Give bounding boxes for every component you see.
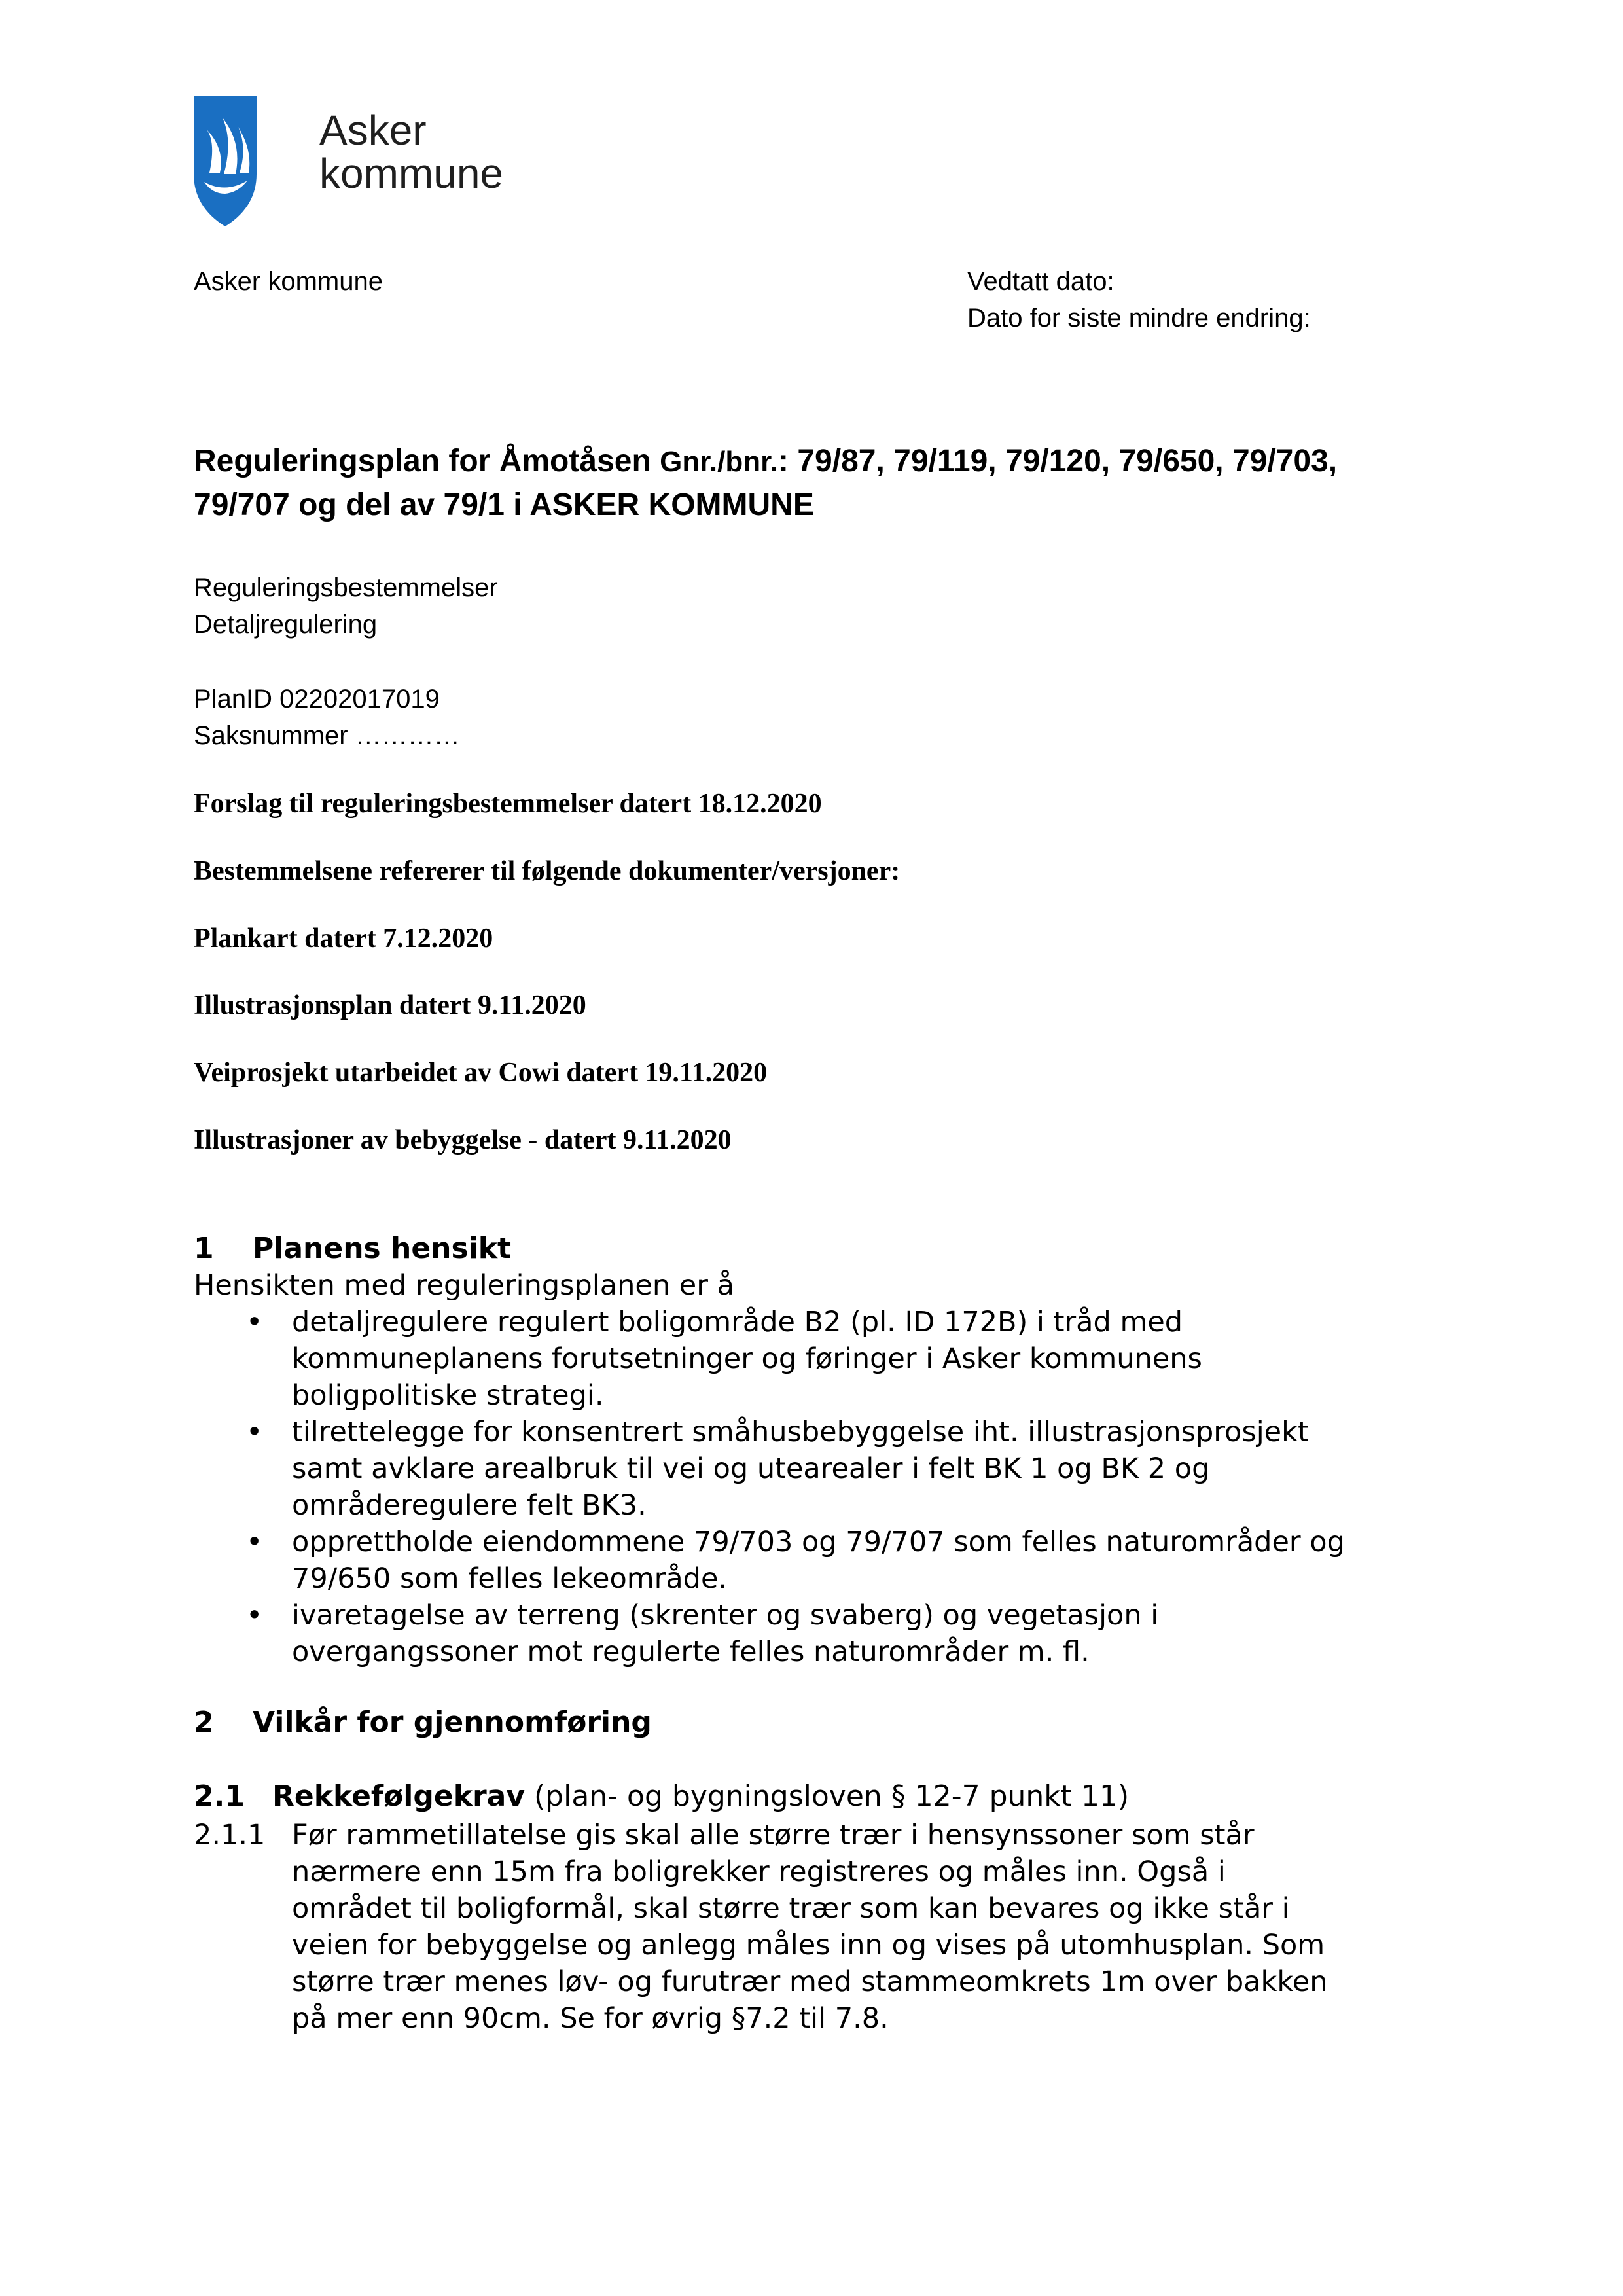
purpose-line: 79/650 som felles lekeområde. [292, 1562, 728, 1595]
bullet-icon: • [246, 1306, 263, 1338]
section-2-1-title: Rekkefølgekrav [272, 1780, 526, 1813]
bullet-icon: • [246, 1416, 263, 1448]
plan-type [194, 569, 498, 643]
purpose-item [194, 1597, 1503, 1670]
section-2-1-law-reference: (plan- og bygningsloven § 12-7 punkt 11) [525, 1780, 1130, 1813]
last-change-date-label: Dato for siste mindre endring: [967, 304, 1311, 332]
section-2-title: Vilkår for gjennomføring [253, 1706, 652, 1739]
purpose-list [194, 1304, 1503, 1670]
section-1-body [194, 1267, 1503, 1670]
reference-4: Illustrasjonsplan datert 9.11.2020 [194, 990, 586, 1020]
purpose-item [194, 1524, 1503, 1597]
title-line-2: 79/707 og del av 79/1 i ASKER KOMMUNE [194, 488, 814, 522]
purpose-line: detaljregulere regulert boligområde B2 (pl. ID 172B) i tråd med [292, 1306, 1183, 1338]
section-2-1-1-number: 2.1.1 [194, 1819, 266, 1852]
plan-type-2: Detaljregulering [194, 610, 378, 639]
purpose-line: ivaretagelse av terreng (skrenter og svaberg) og vegetasjon i [292, 1599, 1159, 1632]
section-2-1-1 [194, 1817, 1503, 2037]
section-2-number: 2 [194, 1706, 214, 1739]
plan-identifiers [194, 681, 460, 754]
purpose-line: opprettholde eiendommene 79/703 og 79/707 som felles naturområder og [292, 1526, 1345, 1558]
section-1-intro: Hensikten med reguleringsplanen er å [194, 1269, 734, 1302]
adopted-date-label: Vedtatt dato: [967, 267, 1115, 296]
section-2-heading [194, 1704, 652, 1741]
section-2-1-heading [194, 1778, 1129, 1816]
asker-kommune-logo [194, 96, 534, 230]
header-dates [967, 263, 1311, 336]
purpose-line: tilrettelegge for konsentrert småhusbebyggelse iht. illustrasjonsprosjekt [292, 1416, 1309, 1448]
paragraph-line: nærmere enn 15m fra boligrekker registreres og måles inn. Også i [292, 1856, 1226, 1888]
paragraph-line: området til boligformål, skal større trær som kan bevares og ikke står i [292, 1892, 1290, 1925]
purpose-item [194, 1414, 1503, 1524]
bullet-icon: • [246, 1599, 263, 1632]
purpose-line: samt avklare arealbruk til vei og utearealer i felt BK 1 og BK 2 og [292, 1452, 1210, 1485]
section-2-1-1-text [292, 1817, 1503, 2037]
section-1-title: Planens hensikt [253, 1232, 512, 1265]
paragraph-line: større trær menes løv- og furutrær med stammeomkrets 1m over bakken [292, 1965, 1328, 1998]
plan-type-1: Reguleringsbestemmelser [194, 573, 498, 602]
section-2-1-number: 2.1 [194, 1780, 245, 1813]
reference-6: Illustrasjoner av bebyggelse - datert 9.11.2020 [194, 1125, 732, 1155]
logo-line-2: kommune [319, 150, 503, 197]
purpose-line: områderegulere felt BK3. [292, 1489, 647, 1522]
shield-sails-icon [194, 96, 257, 226]
reference-2: Bestemmelsene refererer til følgende dokumenter/versjoner: [194, 856, 901, 886]
paragraph-line: på mer enn 90cm. Se for øvrig §7.2 til 7.8. [292, 2002, 889, 2035]
reference-1: Forslag til reguleringsbestemmelser datert 18.12.2020 [194, 789, 822, 819]
logo-line-1: Asker [319, 107, 427, 154]
logo-wordmark [319, 109, 503, 195]
purpose-line: boligpolitiske strategi. [292, 1379, 604, 1412]
plan-id: PlanID 02202017019 [194, 685, 440, 713]
title-gnr: Gnr./bnr. [660, 446, 779, 478]
header-organisation: Asker kommune [194, 267, 383, 296]
paragraph-line: Før rammetillatelse gis skal alle større trær i hensynssoner som står [292, 1819, 1255, 1852]
reference-5: Veiprosjekt utarbeidet av Cowi datert 19.11.2020 [194, 1058, 768, 1088]
bullet-icon: • [246, 1526, 263, 1558]
title-main: Reguleringsplan for Åmotåsen [194, 444, 660, 478]
purpose-line: overgangssoner mot regulerte felles naturområder m. fl. [292, 1636, 1090, 1668]
section-1-heading [194, 1230, 511, 1267]
title-property-list: : 79/87, 79/119, 79/120, 79/650, 79/703, [778, 444, 1338, 478]
case-number: Saksnummer ………… [194, 721, 460, 750]
document-title [194, 440, 1437, 527]
section-1-number: 1 [194, 1232, 214, 1265]
paragraph-line: veien for bebyggelse og anlegg måles inn og vises på utomhusplan. Som [292, 1929, 1325, 1962]
purpose-item [194, 1304, 1503, 1414]
purpose-line: kommuneplanens forutsetninger og føringer i Asker kommunens [292, 1342, 1202, 1375]
reference-3: Plankart datert 7.12.2020 [194, 924, 493, 954]
